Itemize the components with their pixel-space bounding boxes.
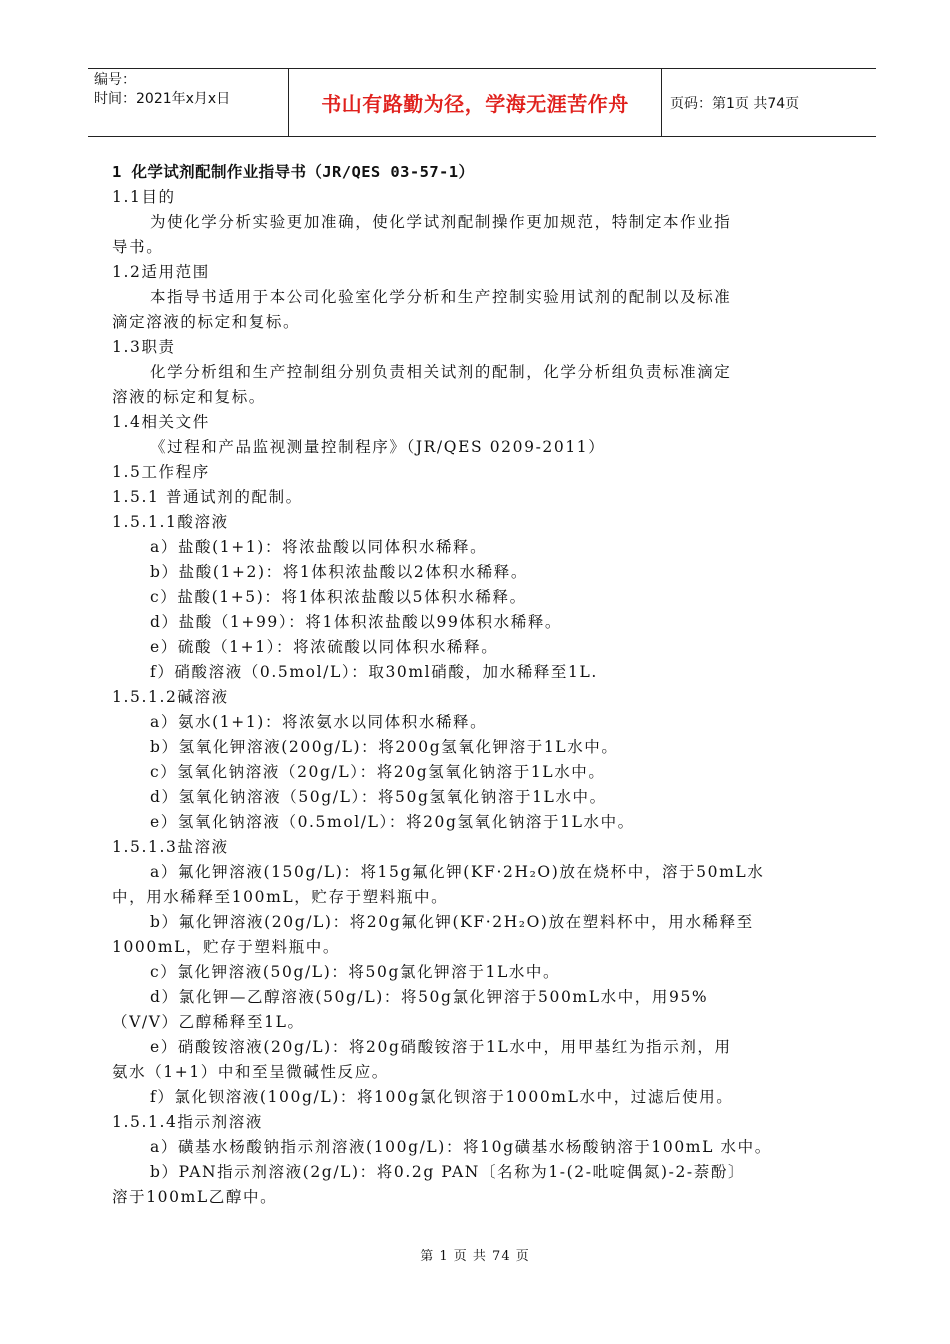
list-item: a）磺基水杨酸钠指示剂溶液(100g/L)：将10g磺基水杨酸钠溶于100mL 水中。 [150, 1138, 772, 1156]
section-heading: 1.5.1.4指示剂溶液 [112, 1113, 263, 1131]
header-meta [88, 69, 288, 136]
list-item: b）氟化钾溶液(20g/L)：将20g氟化钾(KF·2H₂O)放在塑料杯中，用水稀释至 [150, 913, 754, 931]
list-item-continuation: 溶于100mL乙醇中。 [112, 1188, 278, 1206]
list-item: d）盐酸（1+99）：将1体积浓盐酸以99体积水稀释。 [150, 613, 563, 631]
paragraph-line: 导书。 [112, 238, 164, 256]
paragraph-line: 滴定溶液的标定和复标。 [112, 313, 301, 331]
list-item: e）硝酸铵溶液(20g/L)：将20g硝酸铵溶于1L水中，用甲基红为指示剂，用 [150, 1038, 732, 1056]
paragraph-line: 溶液的标定和复标。 [112, 388, 266, 406]
time-label: 时间：2021年x月x日 [94, 91, 231, 107]
header-page-info [662, 69, 876, 136]
list-item: e）氢氧化钠溶液（0.5mol/L）：将20g氢氧化钠溶于1L水中。 [150, 813, 635, 831]
paragraph-line: 本指导书适用于本公司化验室化学分析和生产控制实验用试剂的配制以及标准 [150, 288, 732, 306]
list-item: a）氟化钾溶液(150g/L)：将15g氟化钾(KF·2H₂O)放在烧杯中，溶于50mL水 [150, 863, 765, 881]
list-item: c）氢氧化钠溶液（20g/L）：将20g氢氧化钠溶于1L水中。 [150, 763, 606, 781]
list-item: e）硫酸（1+1）：将浓硫酸以同体积水稀释。 [150, 638, 499, 656]
list-item: d）氢氧化钠溶液（50g/L）：将50g氢氧化钠溶于1L水中。 [150, 788, 607, 806]
motto-text: 书山有路勤为径，学海无涯苦作舟 [321, 92, 629, 116]
document-header [88, 68, 876, 137]
paragraph-line: 为使化学分析实验更加准确，使化学试剂配制操作更加规范，特制定本作业指 [150, 213, 732, 231]
paragraph-line: 《过程和产品监视测量控制程序》（JR/QES 0209-2011） [150, 438, 606, 456]
document-body [112, 160, 836, 1210]
list-item-continuation: 1000mL，贮存于塑料瓶中。 [112, 938, 340, 956]
section-heading: 1.5.1.3盐溶液 [112, 838, 229, 856]
list-item: a）氨水(1+1)：将浓氨水以同体积水稀释。 [150, 713, 488, 731]
list-item: d）氯化钾—乙醇溶液(50g/L)：将50g氯化钾溶于500mL水中，用95% [150, 988, 709, 1006]
list-item: b）盐酸(1+2)：将1体积浓盐酸以2体积水稀释。 [150, 563, 528, 581]
section-heading: 1.5.1.1酸溶液 [112, 513, 229, 531]
list-item: f）氯化钡溶液(100g/L)：将100g氯化钡溶于1000mL水中，过滤后使用。 [150, 1088, 734, 1106]
section-heading: 1.5.1 普通试剂的配制。 [112, 488, 303, 506]
header-motto-cell [288, 69, 662, 136]
section-heading: 1.2适用范围 [112, 263, 210, 281]
list-item: c）盐酸(1+5)：将1体积浓盐酸以5体积水稀释。 [150, 588, 527, 606]
page-footer: 第 1 页 共 74 页 [420, 1249, 530, 1264]
section-heading: 1.5.1.2碱溶液 [112, 688, 229, 706]
list-item-continuation: 中，用水稀释至100mL，贮存于塑料瓶中。 [112, 888, 449, 906]
list-item-continuation: （V/V）乙醇稀释至1L。 [112, 1013, 305, 1031]
section-heading: 1.5工作程序 [112, 463, 210, 481]
paragraph-line: 化学分析组和生产控制组分别负责相关试剂的配制，化学分析组负责标准滴定 [150, 363, 732, 381]
page-info-text: 页码：第1页 共74页 [670, 95, 800, 112]
section-heading: 1.1目的 [112, 188, 176, 206]
list-item: b）PAN指示剂溶液(2g/L)：将0.2g PAN〔名称为1-(2-吡啶偶氮)-2-萘酚〕 [150, 1163, 746, 1181]
list-item: f）硝酸溶液（0.5mol/L）：取30ml硝酸，加水稀释至1L. [150, 663, 598, 681]
section-heading: 1.4相关文件 [112, 413, 210, 431]
list-item: c）氯化钾溶液(50g/L)：将50g氯化钾溶于1L水中。 [150, 963, 561, 981]
list-item: b）氢氧化钾溶液(200g/L)：将200g氢氧化钾溶于1L水中。 [150, 738, 619, 756]
section-heading: 1.3职责 [112, 338, 176, 356]
list-item: a）盐酸(1+1)：将浓盐酸以同体积水稀释。 [150, 538, 488, 556]
number-label: 编号： [94, 72, 136, 88]
document-title: 1 化学试剂配制作业指导书（JR/QES 03-57-1） [112, 163, 475, 181]
list-item-continuation: 氨水（1+1）中和至呈微碱性反应。 [112, 1063, 389, 1081]
